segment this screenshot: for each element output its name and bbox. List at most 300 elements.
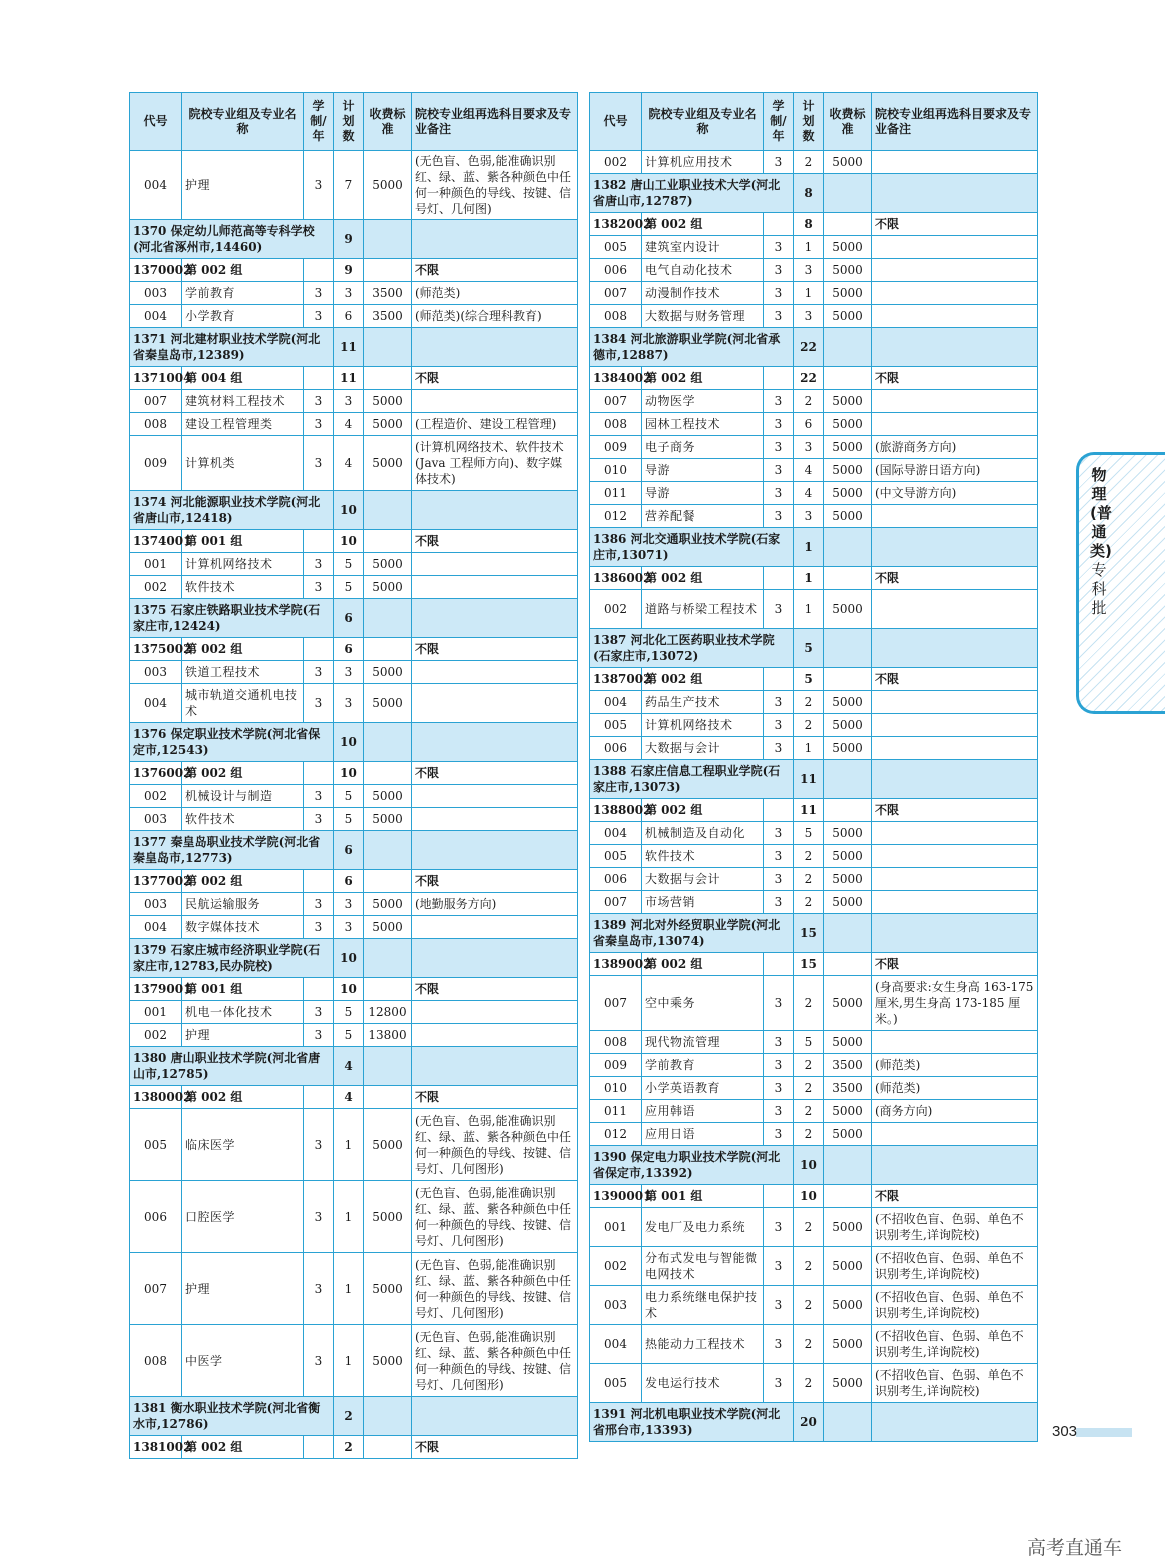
major-name: 建筑室内设计 xyxy=(642,236,764,259)
major-row xyxy=(590,436,1038,459)
fee-amount: 5000 xyxy=(364,1181,412,1253)
study-years: 3 xyxy=(764,714,794,737)
group-row xyxy=(590,799,1038,822)
school-row xyxy=(130,599,578,638)
school-row xyxy=(130,1047,578,1086)
requirement-note xyxy=(412,661,578,684)
school-name: 1381 衡水职业技术学院(河北省衡水市,12786) xyxy=(130,1397,334,1436)
years-cell xyxy=(304,870,334,893)
major-row xyxy=(590,891,1038,914)
fee-amount: 5000 xyxy=(824,976,872,1031)
major-name: 软件技术 xyxy=(182,576,304,599)
major-code: 012 xyxy=(590,1123,642,1146)
fee-cell xyxy=(364,978,412,1001)
years-cell xyxy=(764,953,794,976)
plan-count: 10 xyxy=(334,939,364,978)
major-name: 数字媒体技术 xyxy=(182,916,304,939)
study-years: 3 xyxy=(764,1100,794,1123)
fee-cell xyxy=(364,328,412,367)
header-years: 学制/年 xyxy=(764,93,794,151)
major-row xyxy=(590,236,1038,259)
fee-amount: 5000 xyxy=(364,413,412,436)
requirement-note xyxy=(872,259,1038,282)
group-row xyxy=(590,668,1038,691)
major-code: 001 xyxy=(130,1001,182,1024)
major-name: 口腔医学 xyxy=(182,1181,304,1253)
study-years: 3 xyxy=(764,891,794,914)
major-code: 004 xyxy=(130,916,182,939)
major-row xyxy=(130,684,578,723)
page-number-bar xyxy=(1076,1428,1132,1437)
fee-amount: 5000 xyxy=(364,390,412,413)
study-years: 3 xyxy=(764,305,794,328)
group-name: 第 001 组 xyxy=(182,978,304,1001)
major-row xyxy=(130,1253,578,1325)
major-row xyxy=(130,576,578,599)
major-name: 护理 xyxy=(182,151,304,220)
major-name: 大数据与会计 xyxy=(642,868,764,891)
plan-count: 2 xyxy=(794,1208,824,1247)
major-code: 009 xyxy=(590,1054,642,1077)
fee-cell xyxy=(364,723,412,762)
plan-count: 3 xyxy=(334,916,364,939)
group-row xyxy=(590,1185,1038,1208)
years-cell xyxy=(304,367,334,390)
school-name: 1390 保定电力职业技术学院(河北省保定市,13392) xyxy=(590,1146,794,1185)
study-years: 3 xyxy=(764,691,794,714)
group-code: 1388002 xyxy=(590,799,642,822)
fee-amount: 5000 xyxy=(824,305,872,328)
plan-count: 2 xyxy=(794,1123,824,1146)
major-name: 现代物流管理 xyxy=(642,1031,764,1054)
requirement-note xyxy=(872,528,1038,567)
group-row xyxy=(590,567,1038,590)
major-row xyxy=(130,1181,578,1253)
requirement-note xyxy=(412,723,578,762)
requirement-note: (计算机网络技术、软件技术(Java 工程师方向)、数字媒体技术) xyxy=(412,436,578,491)
requirement-note xyxy=(412,808,578,831)
requirement-note xyxy=(412,684,578,723)
plan-count: 4 xyxy=(334,1086,364,1109)
plan-count: 22 xyxy=(794,367,824,390)
plan-count: 5 xyxy=(794,629,824,668)
plan-count: 4 xyxy=(794,459,824,482)
major-row xyxy=(130,1001,578,1024)
requirement-note xyxy=(872,590,1038,629)
header-requirements: 院校专业组再选科目要求及专业备注 xyxy=(412,93,578,151)
requirement-note xyxy=(872,629,1038,668)
major-code: 007 xyxy=(130,1253,182,1325)
group-name: 第 002 组 xyxy=(182,870,304,893)
fee-cell xyxy=(824,629,872,668)
plan-count: 7 xyxy=(334,151,364,220)
school-name: 1379 石家庄城市经济职业学院(石家庄市,12783,民办院校) xyxy=(130,939,334,978)
study-years: 3 xyxy=(304,1253,334,1325)
school-name: 1388 石家庄信息工程职业学院(石家庄市,13073) xyxy=(590,760,794,799)
study-years: 3 xyxy=(304,436,334,491)
major-name: 应用韩语 xyxy=(642,1100,764,1123)
major-name: 民航运输服务 xyxy=(182,893,304,916)
plan-count: 5 xyxy=(334,785,364,808)
study-years: 3 xyxy=(764,151,794,174)
fee-amount: 5000 xyxy=(824,236,872,259)
major-row xyxy=(130,661,578,684)
fee-amount: 5000 xyxy=(364,1253,412,1325)
group-name: 第 002 组 xyxy=(642,799,764,822)
major-name: 大数据与财务管理 xyxy=(642,305,764,328)
major-row xyxy=(130,282,578,305)
major-name: 铁道工程技术 xyxy=(182,661,304,684)
fee-amount: 5000 xyxy=(364,1325,412,1397)
requirement-note xyxy=(872,737,1038,760)
major-code: 002 xyxy=(590,151,642,174)
school-name: 1376 保定职业技术学院(河北省保定市,12543) xyxy=(130,723,334,762)
requirement-note: (无色盲、色弱,能准确识别红、绿、蓝、紫各种颜色中任何一种颜色的导线、按键、信号灯、几何图形) xyxy=(412,1325,578,1397)
fee-amount: 5000 xyxy=(364,553,412,576)
study-years: 3 xyxy=(764,436,794,459)
major-row xyxy=(590,282,1038,305)
group-code: 1371004 xyxy=(130,367,182,390)
major-row xyxy=(130,893,578,916)
study-years: 3 xyxy=(304,305,334,328)
plan-count: 2 xyxy=(794,1247,824,1286)
fee-cell xyxy=(364,530,412,553)
plan-count: 2 xyxy=(794,390,824,413)
fee-amount: 5000 xyxy=(824,259,872,282)
study-years: 3 xyxy=(764,822,794,845)
study-years: 3 xyxy=(764,1031,794,1054)
fee-amount: 5000 xyxy=(364,436,412,491)
major-row xyxy=(590,1364,1038,1403)
requirement-note xyxy=(872,174,1038,213)
major-row xyxy=(590,413,1038,436)
major-code: 012 xyxy=(590,505,642,528)
school-name: 1389 河北对外经贸职业学院(河北省秦皇岛市,13074) xyxy=(590,914,794,953)
requirement-note: (无色盲、色弱,能准确识别红、绿、蓝、紫各种颜色中任何一种颜色的导线、按键、信号灯、几何图) xyxy=(412,151,578,220)
requirement-note: (不招收色盲、色弱、单色不识别考生,详询院校) xyxy=(872,1208,1038,1247)
plan-count: 1 xyxy=(794,590,824,629)
fee-cell xyxy=(364,870,412,893)
major-row xyxy=(590,151,1038,174)
study-years: 3 xyxy=(764,1364,794,1403)
major-name: 建筑材料工程技术 xyxy=(182,390,304,413)
group-row xyxy=(130,530,578,553)
requirement-note xyxy=(412,491,578,530)
fee-cell xyxy=(824,914,872,953)
plan-count: 4 xyxy=(334,413,364,436)
group-code: 1384002 xyxy=(590,367,642,390)
requirement-note xyxy=(412,1001,578,1024)
requirement-note xyxy=(872,691,1038,714)
major-name: 营养配餐 xyxy=(642,505,764,528)
school-row xyxy=(590,1146,1038,1185)
header-fee: 收费标准 xyxy=(364,93,412,151)
requirement-note: (地勤服务方向) xyxy=(412,893,578,916)
side-tab-subtype: (普通类) xyxy=(1090,504,1112,560)
major-name: 大数据与会计 xyxy=(642,737,764,760)
header-code: 代号 xyxy=(590,93,642,151)
plan-count: 20 xyxy=(794,1403,824,1442)
study-years: 3 xyxy=(764,1286,794,1325)
fee-amount: 5000 xyxy=(364,661,412,684)
major-code: 002 xyxy=(130,576,182,599)
side-tab-batch: 专科批 xyxy=(1091,561,1107,617)
fee-amount: 12800 xyxy=(364,1001,412,1024)
group-code: 1389002 xyxy=(590,953,642,976)
years-cell xyxy=(764,1185,794,1208)
major-name: 市场营销 xyxy=(642,891,764,914)
fee-amount: 5000 xyxy=(824,691,872,714)
major-row xyxy=(590,822,1038,845)
school-row xyxy=(130,220,578,259)
plan-count: 10 xyxy=(334,491,364,530)
major-row xyxy=(130,305,578,328)
group-code: 1386002 xyxy=(590,567,642,590)
plan-count: 10 xyxy=(794,1185,824,1208)
requirement-note xyxy=(412,1024,578,1047)
plan-count: 1 xyxy=(794,236,824,259)
plan-count: 8 xyxy=(794,174,824,213)
study-years: 3 xyxy=(304,390,334,413)
major-code: 008 xyxy=(590,1031,642,1054)
requirement-note xyxy=(872,151,1038,174)
requirement-note xyxy=(872,891,1038,914)
group-code: 1375002 xyxy=(130,638,182,661)
fee-cell xyxy=(824,567,872,590)
major-code: 003 xyxy=(130,661,182,684)
major-code: 003 xyxy=(130,808,182,831)
study-years: 3 xyxy=(764,259,794,282)
school-name: 1371 河北建材职业技术学院(河北省秦皇岛市,12389) xyxy=(130,328,334,367)
school-row xyxy=(590,629,1038,668)
study-years: 3 xyxy=(764,1208,794,1247)
side-tab-text xyxy=(1090,466,1112,618)
fee-amount: 5000 xyxy=(364,916,412,939)
fee-amount: 5000 xyxy=(824,1123,872,1146)
header-plan: 计划数 xyxy=(794,93,824,151)
major-row xyxy=(590,868,1038,891)
requirement-note: (无色盲、色弱,能准确识别红、绿、蓝、紫各种颜色中任何一种颜色的导线、按键、信号灯、几何图形) xyxy=(412,1109,578,1181)
requirement-note: 不限 xyxy=(412,638,578,661)
requirement-note: (师范类) xyxy=(872,1054,1038,1077)
study-years: 3 xyxy=(764,413,794,436)
fee-cell xyxy=(824,1185,872,1208)
major-name: 分布式发电与智能微电网技术 xyxy=(642,1247,764,1286)
major-name: 学前教育 xyxy=(182,282,304,305)
major-code: 007 xyxy=(590,976,642,1031)
fee-amount: 5000 xyxy=(824,737,872,760)
requirement-note: (师范类)(综合理科教育) xyxy=(412,305,578,328)
requirement-note: 不限 xyxy=(412,530,578,553)
major-code: 008 xyxy=(130,413,182,436)
plan-count: 1 xyxy=(794,528,824,567)
plan-count: 5 xyxy=(334,576,364,599)
plan-count: 4 xyxy=(334,436,364,491)
requirement-note: (师范类) xyxy=(412,282,578,305)
major-code: 010 xyxy=(590,459,642,482)
major-code: 008 xyxy=(590,413,642,436)
header-years: 学制/年 xyxy=(304,93,334,151)
plan-count: 3 xyxy=(794,436,824,459)
group-name: 第 002 组 xyxy=(642,367,764,390)
study-years: 3 xyxy=(764,1123,794,1146)
group-row xyxy=(590,213,1038,236)
group-code: 1374001 xyxy=(130,530,182,553)
group-name: 第 002 组 xyxy=(182,638,304,661)
fee-amount: 5000 xyxy=(364,684,412,723)
major-name: 计算机网络技术 xyxy=(182,553,304,576)
requirement-note: (无色盲、色弱,能准确识别红、绿、蓝、紫各种颜色中任何一种颜色的导线、按键、信号灯、几何图形) xyxy=(412,1253,578,1325)
fee-amount: 5000 xyxy=(824,436,872,459)
major-row xyxy=(590,482,1038,505)
major-row xyxy=(130,553,578,576)
major-name: 发电厂及电力系统 xyxy=(642,1208,764,1247)
plan-count: 10 xyxy=(794,1146,824,1185)
group-row xyxy=(130,638,578,661)
requirement-note xyxy=(872,1031,1038,1054)
requirement-note: 不限 xyxy=(412,1086,578,1109)
plan-count: 11 xyxy=(334,367,364,390)
fee-amount: 13800 xyxy=(364,1024,412,1047)
major-name: 临床医学 xyxy=(182,1109,304,1181)
requirement-note xyxy=(412,576,578,599)
fee-amount: 5000 xyxy=(824,282,872,305)
school-name: 1387 河北化工医药职业技术学院(石家庄市,13072) xyxy=(590,629,794,668)
requirement-note: 不限 xyxy=(872,799,1038,822)
years-cell xyxy=(304,530,334,553)
fee-cell xyxy=(824,668,872,691)
major-name: 学前教育 xyxy=(642,1054,764,1077)
years-cell xyxy=(764,367,794,390)
school-name: 1375 石家庄铁路职业技术学院(石家庄市,12424) xyxy=(130,599,334,638)
fee-amount: 5000 xyxy=(824,1208,872,1247)
study-years: 3 xyxy=(764,282,794,305)
major-name: 小学英语教育 xyxy=(642,1077,764,1100)
group-name: 第 002 组 xyxy=(182,762,304,785)
plan-count: 11 xyxy=(334,328,364,367)
study-years: 3 xyxy=(304,576,334,599)
group-row xyxy=(590,367,1038,390)
requirement-note xyxy=(412,831,578,870)
requirement-note xyxy=(872,714,1038,737)
plan-count: 3 xyxy=(794,305,824,328)
major-code: 009 xyxy=(590,436,642,459)
study-years: 3 xyxy=(764,737,794,760)
plan-count: 22 xyxy=(794,328,824,367)
school-name: 1384 河北旅游职业学院(河北省承德市,12887) xyxy=(590,328,794,367)
school-row xyxy=(590,174,1038,213)
requirement-note: 不限 xyxy=(412,762,578,785)
fee-amount: 5000 xyxy=(824,1286,872,1325)
group-code: 1370002 xyxy=(130,259,182,282)
major-row xyxy=(130,151,578,220)
fee-cell xyxy=(824,328,872,367)
requirement-note xyxy=(412,220,578,259)
school-row xyxy=(130,723,578,762)
fee-cell xyxy=(824,799,872,822)
major-row xyxy=(590,305,1038,328)
group-row xyxy=(130,259,578,282)
group-name: 第 002 组 xyxy=(642,213,764,236)
major-name: 机械制造及自动化 xyxy=(642,822,764,845)
requirement-note: 不限 xyxy=(872,367,1038,390)
major-code: 007 xyxy=(590,891,642,914)
major-name: 空中乘务 xyxy=(642,976,764,1031)
school-row xyxy=(130,328,578,367)
school-row xyxy=(590,528,1038,567)
major-name: 小学教育 xyxy=(182,305,304,328)
major-code: 009 xyxy=(130,436,182,491)
study-years: 3 xyxy=(304,553,334,576)
fee-amount: 5000 xyxy=(824,845,872,868)
requirement-note: 不限 xyxy=(872,668,1038,691)
study-years: 3 xyxy=(304,893,334,916)
plan-count: 8 xyxy=(794,213,824,236)
plan-count: 5 xyxy=(794,822,824,845)
requirement-note xyxy=(412,328,578,367)
study-years: 3 xyxy=(764,845,794,868)
requirement-note: (师范类) xyxy=(872,1077,1038,1100)
requirement-note: 不限 xyxy=(412,1436,578,1459)
group-row xyxy=(130,1436,578,1459)
plan-count: 2 xyxy=(794,868,824,891)
requirement-note xyxy=(872,282,1038,305)
major-row xyxy=(130,1109,578,1181)
fee-amount: 5000 xyxy=(364,151,412,220)
years-cell xyxy=(304,1086,334,1109)
group-name: 第 004 组 xyxy=(182,367,304,390)
major-code: 005 xyxy=(590,1364,642,1403)
school-row xyxy=(130,831,578,870)
plan-count: 3 xyxy=(334,661,364,684)
major-row xyxy=(130,1024,578,1047)
school-row xyxy=(130,939,578,978)
school-name: 1386 河北交通职业技术学院(石家庄市,13071) xyxy=(590,528,794,567)
plan-count: 6 xyxy=(334,638,364,661)
fee-amount: 5000 xyxy=(824,482,872,505)
major-name: 护理 xyxy=(182,1253,304,1325)
study-years: 3 xyxy=(764,1247,794,1286)
major-row xyxy=(590,1286,1038,1325)
major-row xyxy=(590,590,1038,629)
header-requirements: 院校专业组再选科目要求及专业备注 xyxy=(872,93,1038,151)
fee-amount: 5000 xyxy=(824,413,872,436)
requirement-note: 不限 xyxy=(412,367,578,390)
plan-count: 2 xyxy=(794,1100,824,1123)
major-name: 软件技术 xyxy=(642,845,764,868)
major-row xyxy=(590,845,1038,868)
years-cell xyxy=(304,638,334,661)
major-code: 006 xyxy=(130,1181,182,1253)
plan-count: 3 xyxy=(334,390,364,413)
major-row xyxy=(590,1031,1038,1054)
study-years: 3 xyxy=(764,1325,794,1364)
major-row xyxy=(590,714,1038,737)
fee-cell xyxy=(824,213,872,236)
major-row xyxy=(130,436,578,491)
plan-count: 6 xyxy=(334,305,364,328)
requirement-note: (不招收色盲、色弱、单色不识别考生,详询院校) xyxy=(872,1364,1038,1403)
major-name: 导游 xyxy=(642,482,764,505)
fee-amount: 5000 xyxy=(364,785,412,808)
requirement-note xyxy=(872,236,1038,259)
study-years: 3 xyxy=(764,976,794,1031)
major-name: 中医学 xyxy=(182,1325,304,1397)
group-name: 第 002 组 xyxy=(182,259,304,282)
major-code: 004 xyxy=(130,305,182,328)
plan-count: 4 xyxy=(334,1047,364,1086)
requirement-note: (国际导游日语方向) xyxy=(872,459,1038,482)
